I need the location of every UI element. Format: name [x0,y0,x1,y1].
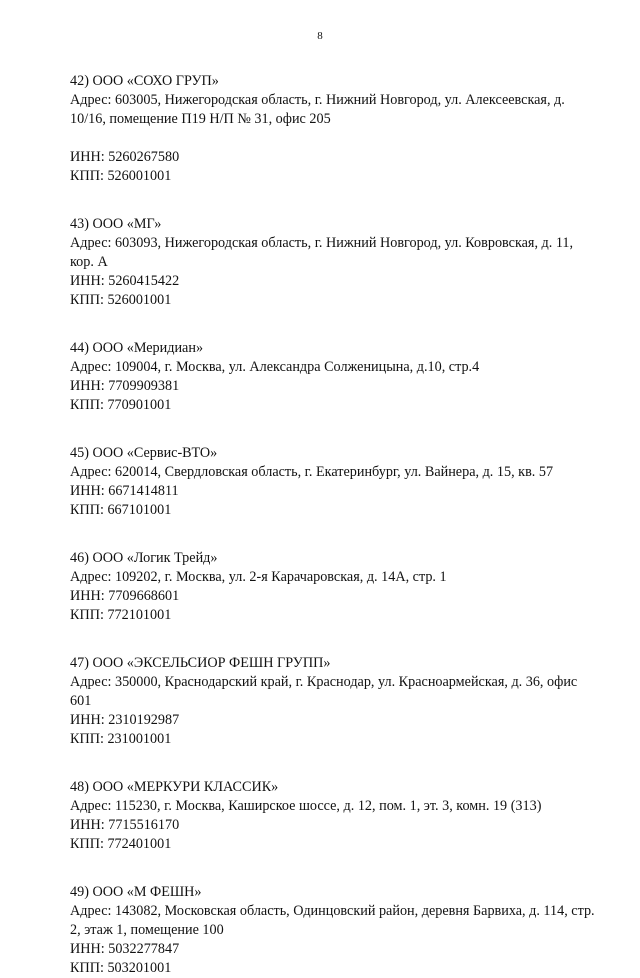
company-inn: ИНН: 7715516170 [70,817,180,833]
company-entry [70,339,600,415]
company-inn: ИНН: 7709909381 [70,378,180,394]
company-address: Адрес: 603093, Нижегородская область, г. Нижний Новгород, ул. Ковровская, д. 11, кор. А [70,235,574,270]
company-address: Адрес: 109004, г. Москва, ул. Александра Солженицына, д.10, стр.4 [70,359,480,375]
company-address: Адрес: 115230, г. Москва, Каширское шоссе, д. 12, пом. 1, эт. 3, комн. 19 (313) [70,798,542,814]
company-address: Адрес: 620014, Свердловская область, г. Екатеринбург, ул. Вайнера, д. 15, кв. 57 [70,464,554,480]
company-address: Адрес: 350000, Краснодарский край, г. Краснодар, ул. Красноармейская, д. 36, офис 601 [70,674,578,709]
company-kpp: КПП: 772401001 [70,836,172,852]
company-inn: ИНН: 5260415422 [70,273,180,289]
company-heading: 46) ООО «Логик Трейд» [70,550,218,566]
company-address: Адрес: 603005, Нижегородская область, г. Нижний Новгород, ул. Алексеевская, д. 10/16, помещение П19 Н/П № 31, офис 205 [70,92,565,127]
company-entry [70,72,600,186]
company-list [70,72,600,978]
company-kpp: КПП: 231001001 [70,731,172,747]
company-heading: 45) ООО «Сервис-ВТО» [70,445,218,461]
company-heading: 48) ООО «МЕРКУРИ КЛАССИК» [70,779,279,795]
company-entry [70,444,600,520]
company-kpp: КПП: 770901001 [70,397,172,413]
page-number: 8 [317,30,323,42]
company-address: Адрес: 109202, г. Москва, ул. 2-я Карачаровская, д. 14А, стр. 1 [70,569,447,585]
company-entry [70,654,600,749]
company-heading: 47) ООО «ЭКСЕЛЬСИОР ФЕШН ГРУПП» [70,655,331,671]
company-inn: ИНН: 5260267580 [70,149,180,165]
company-kpp: КПП: 667101001 [70,502,172,518]
company-kpp: КПП: 503201001 [70,960,172,976]
company-kpp: КПП: 772101001 [70,607,172,623]
company-entry [70,883,600,978]
company-inn: ИНН: 5032277847 [70,941,180,957]
blank-line [70,129,600,148]
company-entry [70,215,600,310]
company-heading: 43) ООО «МГ» [70,216,162,232]
company-kpp: КПП: 526001001 [70,168,172,184]
company-address: Адрес: 143082, Московская область, Одинцовский район, деревня Барвиха, д. 114, стр. 2, этаж 1, помещение 100 [70,903,595,938]
company-heading: 42) ООО «СОХО ГРУП» [70,73,219,89]
company-heading: 49) ООО «М ФЕШН» [70,884,202,900]
company-kpp: КПП: 526001001 [70,292,172,308]
company-inn: ИНН: 7709668601 [70,588,180,604]
company-heading: 44) ООО «Меридиан» [70,340,204,356]
company-inn: ИНН: 2310192987 [70,712,180,728]
company-entry [70,549,600,625]
company-inn: ИНН: 6671414811 [70,483,179,499]
company-entry [70,778,600,854]
